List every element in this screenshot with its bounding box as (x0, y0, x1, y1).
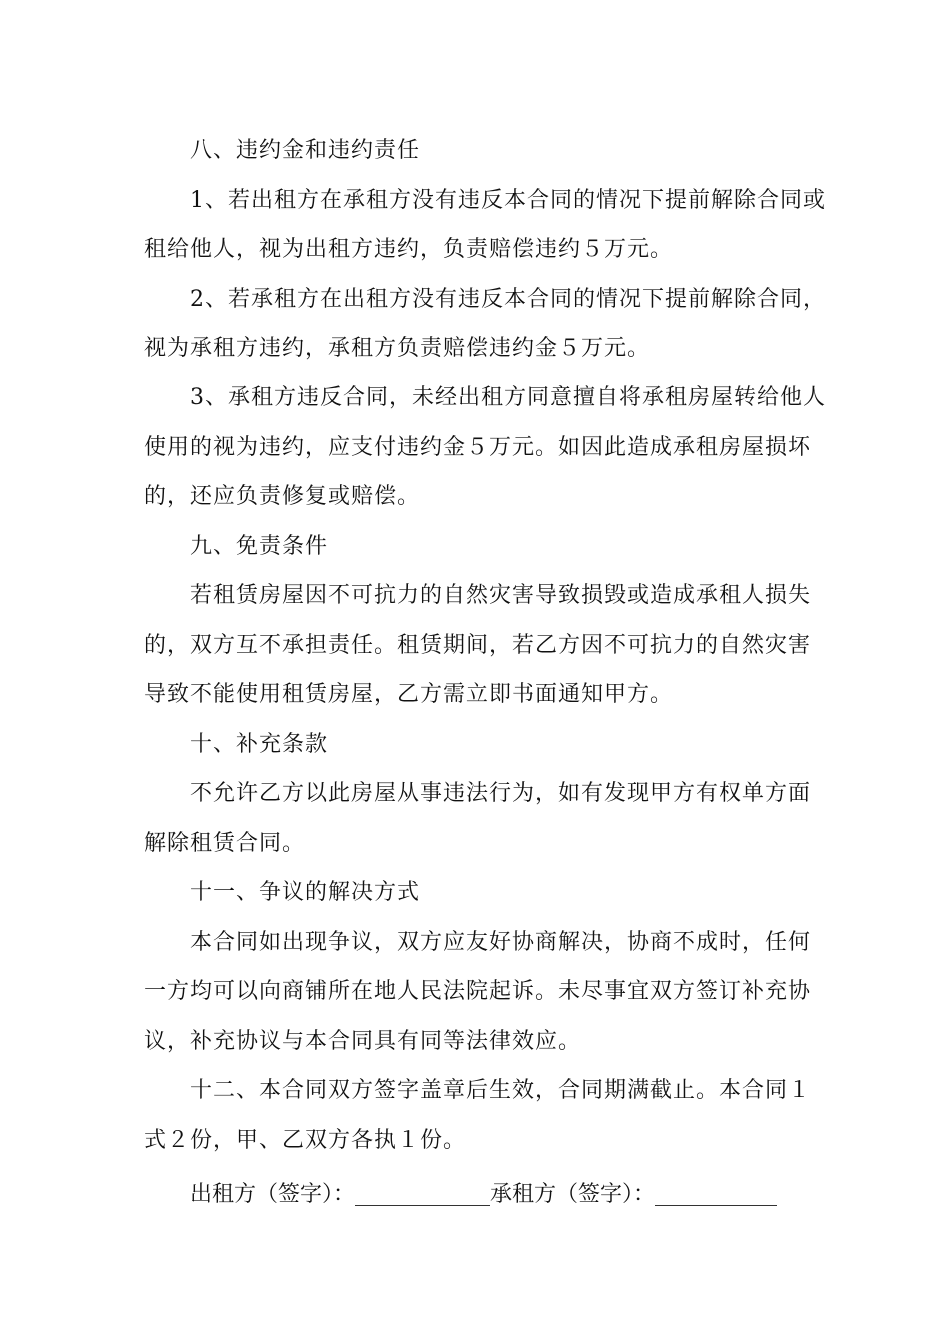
paragraph-line: 租给他人，视为出租方违约，负责赔偿违约５万元。 (144, 237, 674, 262)
paragraph-line: 解除租赁合同。 (144, 831, 306, 856)
paragraph-line: 1、若出租方在承租方没有违反本合同的情况下提前解除合同或 (190, 188, 826, 213)
paragraph-line: 不允许乙方以此房屋从事违法行为，如有发现甲方有权单方面 (190, 781, 812, 806)
lessee-signature-line[interactable] (655, 1183, 777, 1206)
paragraph-line: 本合同如出现争议，双方应友好协商解决，协商不成时，任何 (190, 930, 812, 955)
paragraph-line: 使用的视为违约，应支付违约金５万元。如因此造成承租房屋损坏 (144, 435, 812, 460)
paragraph-line: 视为承租方违约，承租方负责赔偿违约金５万元。 (144, 336, 651, 361)
paragraph-line: 导致不能使用租赁房屋，乙方需立即书面通知甲方。 (144, 682, 674, 707)
paragraph-line: 议，补充协议与本合同具有同等法律效应。 (144, 1029, 582, 1054)
lessor-signature-label: 出租方（签字）： (190, 1182, 356, 1207)
section-heading-12: 十二、本合同双方签字盖章后生效，合同期满截止。本合同１ (190, 1078, 812, 1103)
signature-row (190, 1180, 777, 1210)
section-heading-10: 十、补充条款 (190, 732, 329, 757)
section-heading-11: 十一、争议的解决方式 (190, 880, 421, 905)
section-heading-8: 八、违约金和违约责任 (190, 138, 421, 163)
paragraph-line: 一方均可以向商铺所在地人民法院起诉。未尽事宜双方签订补充协 (144, 979, 812, 1004)
section-heading-9: 九、免责条件 (190, 534, 329, 559)
paragraph-line: 式２份，甲、乙双方各执１份。 (144, 1128, 467, 1153)
paragraph-line: 3、承租方违反合同，未经出租方同意擅自将承租房屋转给他人 (190, 385, 826, 410)
paragraph-line: 的，还应负责修复或赔偿。 (144, 484, 421, 509)
paragraph-line: 若租赁房屋因不可抗力的自然灾害导致损毁或造成承租人损失 (190, 583, 812, 608)
lessor-signature-line[interactable] (355, 1183, 490, 1206)
lessee-signature-label: 承租方（签字）： (490, 1182, 656, 1207)
paragraph-line: 2、若承租方在出租方没有违反本合同的情况下提前解除合同， (190, 287, 826, 312)
paragraph-line: 的，双方互不承担责任。租赁期间，若乙方因不可抗力的自然灾害 (144, 633, 812, 658)
